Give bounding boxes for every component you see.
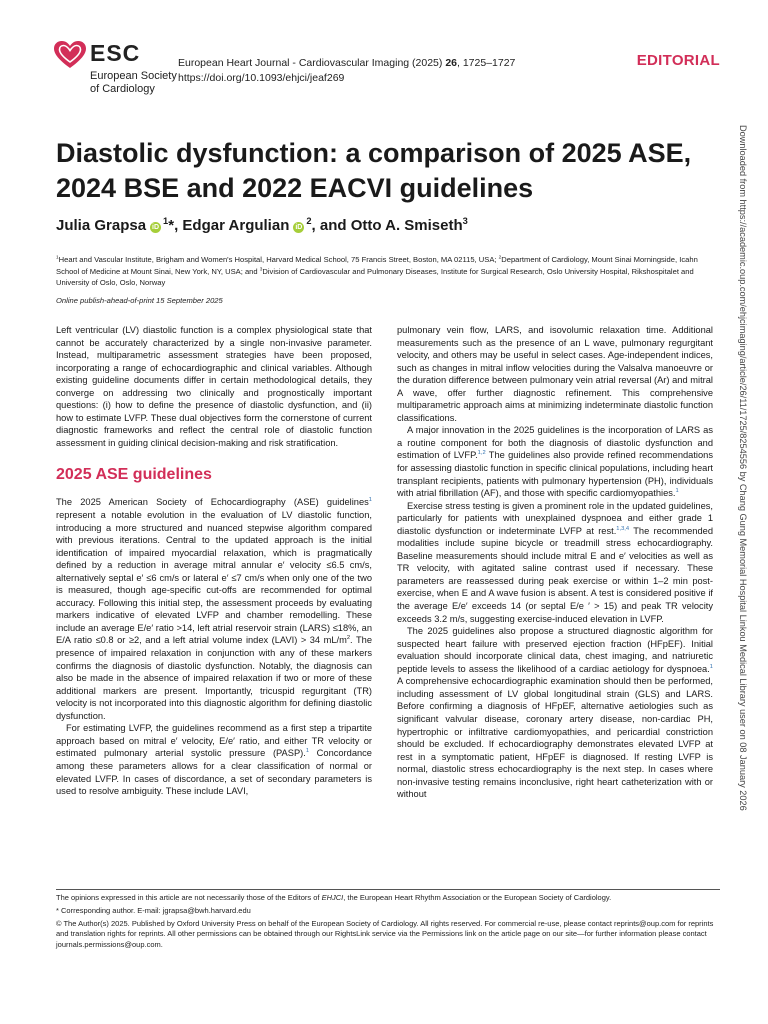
affiliation-text: Division of Cardiovascular and Pulmonary Diseases, Institute for Surgical Research, Oslo University Hospital, Rikshospitalet and University of Oslo, Oslo, Norway xyxy=(56,266,694,287)
affiliations xyxy=(56,254,716,289)
esc-logo-subtitle xyxy=(90,70,177,96)
body-paragraph: The 2025 American Society of Echocardiography (ASE) guidelines$^1$ represent a notable evolution in the evaluation of LV diastolic function, introducing a more structured and nuanced stepwise algorithm compared with previous iterations. Central to the updated approach is the initial identification of impaired myocardial relaxation, which is pragmatically defined by a reduction in average mitral annular e′ velocity ≤6.5 cm/s, alternatively septal e′ ≤6 cm/s or lateral e′ ≤7 cm/s when only one of the two is measured, though age-specific cut-offs are recommended for optimal accuracy. Following this initial step, the assessment proceeds by evaluating markers indicative of elevated LVFP and chamber remodelling. These include an average E/e′ ratio >14, left atrial reservoir strain (LARS) ≤18%, an E/A ratio ≤0.8 or ≥2, and a left atrial volume index (LAVI) > 34 $mL/m^2$. The presence of impaired relaxation in conjunction with any of these markers confirms the diagnosis of diastolic dysfunction. Notably, the diagnosis can also be made in the absence of impaired relaxation if two or more of these additional markers are present. Importantly, tricuspid regurgitant (TR) velocity is not incorporated into this diagnostic algorithm for defining diastolic dysfunction. xyxy=(56,497,372,721)
affil-sup: 2 xyxy=(498,254,502,260)
affil-sup: 3 xyxy=(259,265,263,271)
article-type-label: EDITORIAL xyxy=(636,52,720,69)
author-name[interactable]: , and Otto A. Smiseth xyxy=(311,217,463,234)
author-name[interactable]: , Edgar Argulian xyxy=(174,217,290,234)
esc-heart-logo-icon xyxy=(53,40,87,70)
article-title: Diastolic dysfunction: a comparison of 2025 ASE, 2024 BSE and 2022 EACVI guidelines xyxy=(56,138,692,203)
journal-pages: , 1725–1727 xyxy=(457,57,516,69)
reference-link[interactable]: 1 xyxy=(305,748,310,755)
esc-logo-text: ESC xyxy=(90,40,141,66)
intro-paragraph: Left ventricular (LV) diastolic function is a complex physiological state that cannot be accurately characterized by a single non-invasive parameter. Instead, multiparametric assessment strategies have been proposed, incorporating a range of echocardiographic and clinical variables. Although existing guideline documents differ in certain methodological details, they converge on addressing two clinically and prognostically important questions: (i) how to define the presence of diastolic dysfunction, and (ii) how to estimate LVFP. These dual objectives form the cornerstone of current diagnostic frameworks and reflect the central role of diastolic function assessment in guiding clinical decision-making and risk stratification. xyxy=(56,325,372,448)
body-paragraph: The 2025 guidelines also propose a structured diagnostic algorithm for suspected heart failure with preserved ejection fraction (HFpEF). Initial evaluation should incorporate clinical data, chest imaging, and natriuretic peptide levels to assess the likelihood of a cardiac aetiology for dyspnoea.$^1$ A comprehensive echocardiographic examination should then be performed, including assessment of LV global longitudinal strain (GLS) and LARS. Before confirming a diagnosis of HFpEF, alternative aetiologies such as significant valvular disease, coronary artery disease, non-cardiac PH, hypertrophic or infiltrative cardiomyopathies, and pericardial constriction should be excluded. If echocardiography demonstrates elevated LVFP at rest in a symptomatic patient, HFpEF is diagnosed. If resting LVFP is normal, diastolic stress echocardiography is the next step. In cases where non-invasive testing remains inconclusive, right heart catheterization with or without xyxy=(397,626,713,800)
reference-link[interactable]: 1 xyxy=(709,663,713,670)
body-column-left xyxy=(56,324,372,798)
logo-sub-line-1: European Society xyxy=(90,70,177,82)
orcid-icon[interactable]: iD xyxy=(295,224,303,231)
body-paragraph: pulmonary vein flow, LARS, and isovolumic relaxation time. Additional measurements such as the presence of an L wave, pulmonary regurgitant velocity, and others may be useful in select cases. Age-independent indices, such as changes in mitral inflow velocities during the Valsalva manoeuvre or the duration difference between pulmonary vein atrial reversal (Ar) and mitral A wave, offer further diagnostic refinement. This comprehensive multiparametric approach aims at minimizing indeterminate diastolic function classifications. xyxy=(397,325,713,423)
author-name[interactable]: Julia Grapsa xyxy=(56,217,147,234)
online-publish-date: Online publish-ahead-of-print 15 September 2025 xyxy=(56,296,223,305)
journal-volume: 26 xyxy=(445,57,457,69)
download-note-text: Downloaded from https://academic.oup.com/ehjcimaging/article/26/11/1725/8254556 by Chang Gung Memorial Hospital Linkou Medical Library user on 08 January 2026 xyxy=(738,125,748,811)
download-watermark xyxy=(736,125,748,905)
orcid-icon[interactable]: iD xyxy=(152,224,160,231)
body-paragraph: A major innovation in the 2025 guidelines is the incorporation of LARS as a routine component for both the diagnosis of diastolic dysfunction and estimation of LVFP.$^{1,2}$ The guidelines also provide refined recommendations for assessing diastolic function in specific clinical populations, including heart transplant recipients, patients with pulmonary hypertension (PH), individuals with atrial fibrillation (AF), and those with specific cardiomyopathies.$^1$ xyxy=(397,425,713,499)
logo-sub-line-2: of Cardiology xyxy=(90,83,155,95)
affil-sup: 1 xyxy=(56,254,59,260)
affiliation-text: Department of Cardiology, Mount Sinai Morningside, Icahn School of Medicine at Mount Sinai, New York, NY, USA; and xyxy=(56,255,698,276)
body-paragraph: For estimating LVFP, the guidelines recommend as a first step a tripartite approach based on mitral e′ velocity, E/e′ ratio, and either TR velocity or estimated pulmonary arterial systolic pressure (PASP).$^1$ Concordance among these parameters allows for a clear classification of normal or elevated LVFP. In cases of discordance, a set of secondary parameters is used to resolve ambiguity. These include LAVI, xyxy=(56,723,372,797)
journal-citation xyxy=(178,56,515,86)
body-paragraph: Exercise stress testing is given a prominent role in the updated guidelines, particularly for patients with unexplained dyspnoea and either grade 1 diastolic dysfunction or indeterminate LVFP at rest.$^{1,3,4}$ The recommended modalities include supine bicycle or treadmill stress echocardiography. Baseline measurements should include mitral E and e′ velocities as well as TR velocity, with agitated saline contrast used if necessary. These parameters are reassessed during peak exercise or within 1–2 min post-exercise, when E and A wave fusion is absent. A test is considered positive if the average E/e′ exceeds 14 (or septal E/e ′ > 15) and peak TR velocity exceeds 3.2 m/s, suggesting exercise-induced elevation in LVFP. xyxy=(397,500,713,624)
section-heading: 2025 ASE guidelines xyxy=(56,466,212,484)
footnote-divider xyxy=(56,889,720,890)
reference-link[interactable]: 1,2 xyxy=(477,450,486,457)
author-affil-sup: 1 xyxy=(163,216,169,226)
corresponding-mark: * xyxy=(168,217,175,234)
disclaimer-note: The opinions expressed in this article are not necessarily those of the Editors of EHJCI, the European Heart Rhythm Association or the European Society of Cardiology. xyxy=(56,893,612,902)
reference-link[interactable]: 1,3,4 xyxy=(616,525,630,532)
copyright-note: © The Author(s) 2025. Published by Oxford University Press on behalf of the European Society of Cardiology. All rights reserved. For commercial re-use, please contact reprints@oup.com for reprints and translation rights for reprints. All other permissions can be obtained through our RightsLink service via the Permissions link on the article page on our site—for further information please contact journals.permissions@oup.com. xyxy=(56,918,714,950)
doi-link[interactable]: https://doi.org/10.1093/ehjci/jeaf269 xyxy=(178,72,345,84)
author-list xyxy=(56,217,468,234)
footnotes xyxy=(56,893,720,953)
author-affil-sup: 2 xyxy=(306,216,312,226)
reference-link[interactable]: 1 xyxy=(368,497,372,504)
corresponding-author-note: * Corresponding author. E-mail: jgrapsa@bwh.harvard.edu xyxy=(56,905,251,915)
journal-name: European Heart Journal - Cardiovascular Imaging (2025) xyxy=(178,57,443,69)
reference-link[interactable]: 1 xyxy=(675,488,679,495)
author-affil-sup: 3 xyxy=(462,216,468,226)
affiliation-text: Heart and Vascular Institute, Brigham and Women's Hospital, Harvard Medical School, 75 Francis Street, Boston, MA 02115, USA; xyxy=(58,255,499,264)
body-column-right xyxy=(397,324,713,801)
